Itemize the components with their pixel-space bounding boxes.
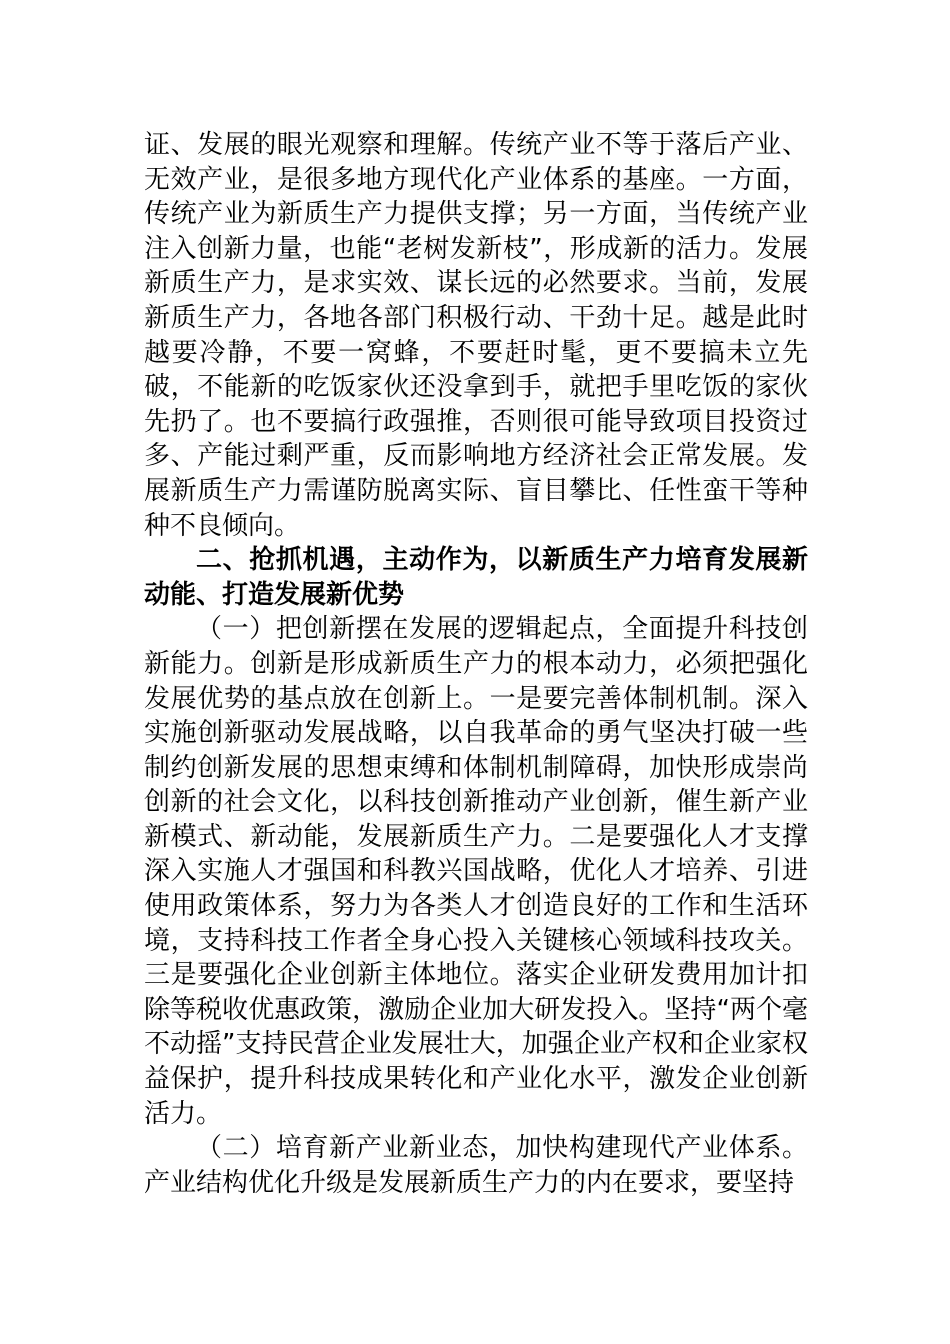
section-heading: 二、抢抓机遇，主动作为，以新质生产力培育发展新动能、打造发展新优势 [144,545,808,610]
paragraph-subsection-two: （二）培育新产业新业态，加快构建现代产业体系。产业结构优化升级是发展新质生产力的内在要求，要坚持 [144,1133,808,1198]
paragraph-continuation: 证、发展的眼光观察和理解。传统产业不等于落后产业、无效产业，是很多地方现代化产业体系的基座。一方面，传统产业为新质生产力提供支撑；另一方面，当传统产业注入创新力量，也能“老树发新枝”，形成新的活力。发展新质生产力，是求实效、谋长远的必然要求。当前，发展新质生产力，各地各部门积极行动、干劲十足。越是此时越要冷静，不要一窝蜂，不要赶时髦，更不要搞未立先破，不能新的吃饭家伙还没拿到手，就把手里吃饭的家伙先扔了。也不要搞行政强推，否则很可能导致项目投资过多、产能过剩严重，反而影响地方经济社会正常发展。发展新质生产力需谨防脱离实际、盲目攀比、任性蛮干等种种不良倾向。 [144,130,808,541]
paragraph-subsection-one: （一）把创新摆在发展的逻辑起点，全面提升科技创新能力。创新是形成新质生产力的根本动力，必须把强化发展优势的基点放在创新上。一是要完善体制机制。深入实施创新驱动发展战略，以自我革命的勇气坚决打破一些制约创新发展的思想束缚和体制机制障碍，加快形成崇尚创新的社会文化，以科技创新推动产业创新，催生新产业新模式、新动能，发展新质生产力。二是要强化人才支撑深入实施人才强国和科教兴国战略，优化人才培养、引进使用政策体系，努力为各类人才创造良好的工作和生活环境，支持科技工作者全身心投入关键核心领域科技攻关。三是要强化企业创新主体地位。落实企业研发费用加计扣除等税收优惠政策，激励企业加大研发投入。坚持“两个毫不动摇”支持民营企业发展壮大，加强企业产权和企业家权益保护，提升科技成果转化和产业化水平，激发企业创新活力。 [144,614,808,1129]
document-body [144,128,808,1200]
